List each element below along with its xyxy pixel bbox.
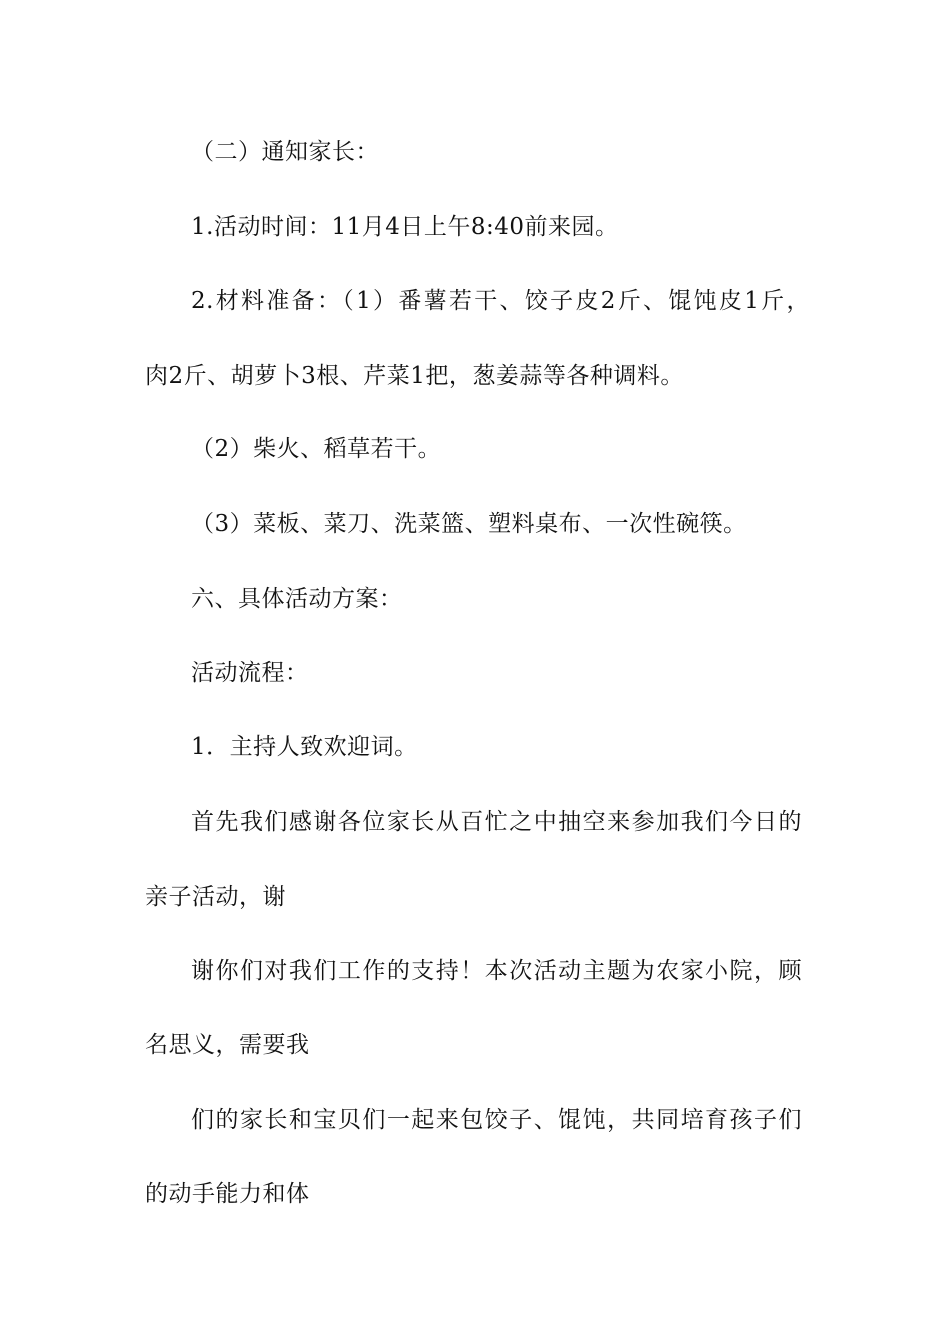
paragraph-materials-kitchenware: （3）菜板、菜刀、洗菜篮、塑料桌布、一次性碗筷。: [191, 511, 747, 537]
paragraph-theme-line-1: 谢你们对我们工作的支持！本次活动主题为农家小院，顾: [191, 958, 802, 984]
section-heading-notify-parents: （二）通知家长：: [191, 139, 379, 165]
paragraph-dumplings-line-2: 的动手能力和体: [145, 1181, 310, 1207]
paragraph-materials-line-1: 2.材料准备：（1）番薯若干、饺子皮2斤、馄饨皮1斤，: [191, 288, 810, 314]
section-heading-activity-plan: 六、具体活动方案：: [191, 586, 403, 612]
paragraph-materials-firewood: （2）柴火、稻草若干。: [191, 436, 442, 462]
subheading-activity-flow: 活动流程：: [191, 660, 309, 686]
paragraph-thanks-line-1: 首先我们感谢各位家长从百忙之中抽空来参加我们今日的: [191, 809, 802, 835]
paragraph-theme-line-2: 名思义，需要我: [145, 1032, 310, 1058]
paragraph-activity-time: 1.活动时间：11月4日上午8:40前来园。: [191, 214, 619, 240]
paragraph-dumplings-line-1: 们的家长和宝贝们一起来包饺子、馄饨，共同培育孩子们: [191, 1107, 802, 1133]
paragraph-welcome-speech: 1．主持人致欢迎词。: [191, 734, 418, 760]
paragraph-thanks-line-2: 亲子活动，谢: [145, 884, 286, 910]
paragraph-materials-line-2: 肉2斤、胡萝卜3根、芹菜1把，葱姜蒜等各种调料。: [145, 363, 684, 389]
